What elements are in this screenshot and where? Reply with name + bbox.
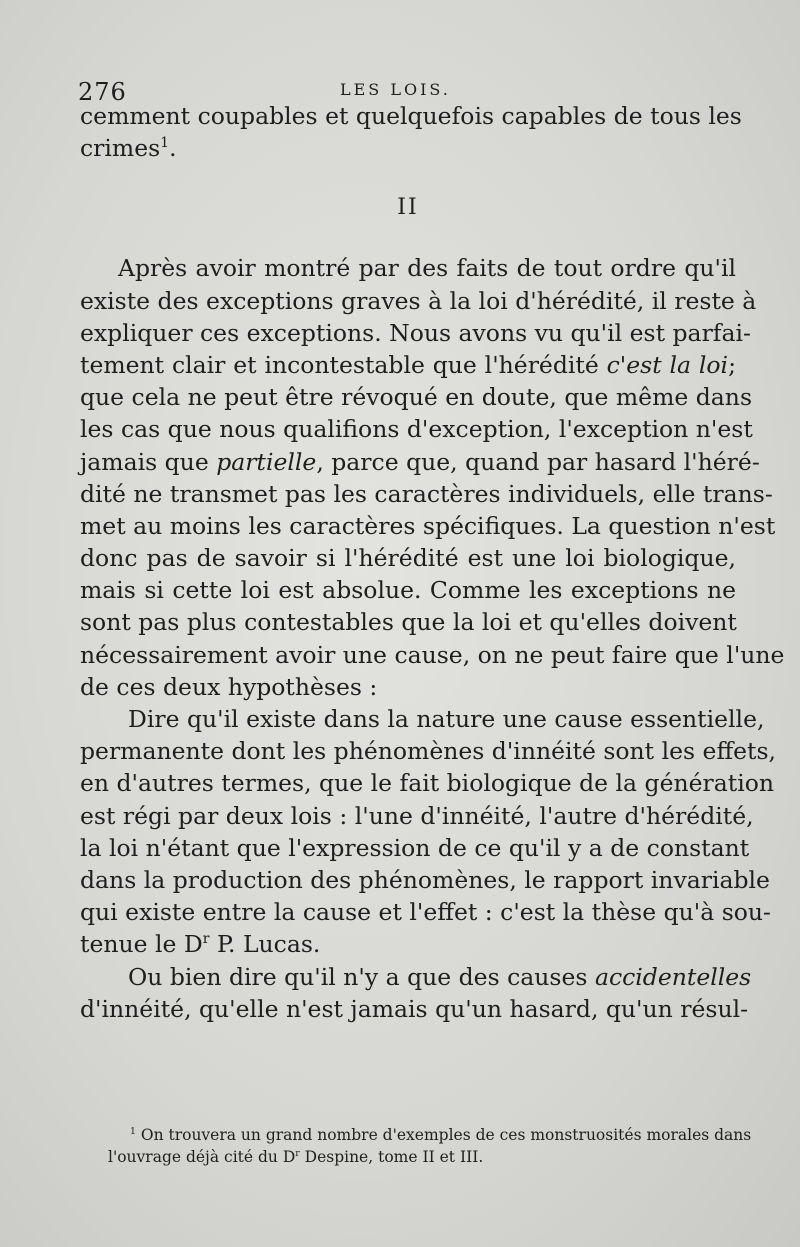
- text-line: les cas que nous qualifions d'exception, l'exception n'est: [80, 415, 753, 444]
- text-line: [80, 446, 760, 478]
- text-line: [80, 132, 736, 164]
- text-line: que cela ne peut être révoqué en doute, que même dans: [80, 383, 752, 412]
- text-line: dité ne transmet pas les caractères individuels, elle trans-: [80, 479, 773, 508]
- text-line: qui existe entre la cause et l'effet : c'est la thèse qu'à sou-: [80, 898, 771, 927]
- text-line: existe des exceptions graves à la loi d'hérédité, il reste à: [80, 286, 757, 315]
- text-line: met au moins les caractères spécifiques. La question n'est: [80, 511, 776, 540]
- text-line: cemment coupables et quelquefois capables de tous les: [80, 102, 742, 130]
- footnote: [108, 1124, 752, 1168]
- footnote-reference[interactable]: 1: [160, 135, 170, 152]
- text-span: crimes: [80, 134, 161, 163]
- footnote-marker: 1: [130, 1125, 136, 1137]
- text-line: Dire qu'il existe dans la nature une cause essentielle,: [128, 705, 765, 733]
- text-line: [80, 928, 736, 960]
- running-title: LES LOIS.: [340, 80, 451, 99]
- text-line: [80, 349, 736, 381]
- text-span: P. Lucas.: [209, 930, 321, 959]
- text-line: d'innéité, qu'elle n'est jamais qu'un hasard, qu'un résul-: [80, 994, 749, 1023]
- text-span: Despine, tome II et III.: [299, 1148, 484, 1166]
- text-span: l'ouvrage déjà cité du D: [108, 1148, 296, 1166]
- text-span: , parce que, quand par hasard l'héré-: [316, 447, 760, 476]
- text-line: donc pas de savoir si l'hérédité est une loi biologique,: [80, 544, 736, 573]
- text-line: [80, 961, 752, 993]
- text-span: tement clair et incontestable que l'hérédité: [80, 350, 599, 379]
- text-line: expliquer ces exceptions. Nous avons vu qu'il est parfai-: [80, 318, 751, 347]
- text-line: sont pas plus contestables que la loi et qu'elles doivent: [80, 608, 737, 637]
- superscript: r: [295, 1147, 300, 1159]
- text-line: dans la production des phénomènes, le rapport invariable: [80, 865, 770, 894]
- text-line: mais si cette loi est absolue. Comme les exceptions ne: [80, 576, 736, 605]
- text-line: la loi n'étant que l'expression de ce qu'il y a de constant: [80, 833, 750, 862]
- text-span: On trouvera un grand nombre d'exemples de ces monstruosités morales dans: [140, 1126, 752, 1144]
- text-span: Ou bien dire qu'il n'y a que des causes: [128, 962, 588, 991]
- italic-span: c'est la loi: [606, 350, 729, 379]
- text-span: .: [169, 134, 177, 163]
- italic-span: accidentelles: [594, 962, 752, 991]
- section-heading: II: [397, 195, 419, 221]
- superscript: r: [202, 931, 210, 948]
- text-line: de ces deux hypothèses :: [80, 672, 378, 701]
- body-text: [80, 100, 785, 1025]
- page-number: 276: [78, 78, 127, 106]
- text-line: permanente dont les phénomènes d'innéité sont les effets,: [80, 737, 777, 766]
- text-span: ;: [728, 350, 736, 379]
- text-line: en d'autres termes, que le fait biologique de la génération: [80, 769, 775, 798]
- text-line: Après avoir montré par des faits de tout ordre qu'il: [118, 254, 736, 283]
- text-span: tenue le D: [80, 930, 203, 959]
- text-line: est régi par deux lois : l'une d'innéité, l'autre d'hérédité,: [80, 801, 754, 830]
- italic-span: partielle: [216, 447, 317, 476]
- text-line: nécessairement avoir une cause, on ne peut faire que l'une: [80, 640, 785, 669]
- text-span: jamais que: [80, 447, 209, 476]
- footnote-line: [108, 1146, 744, 1168]
- footnote-line: [108, 1124, 752, 1146]
